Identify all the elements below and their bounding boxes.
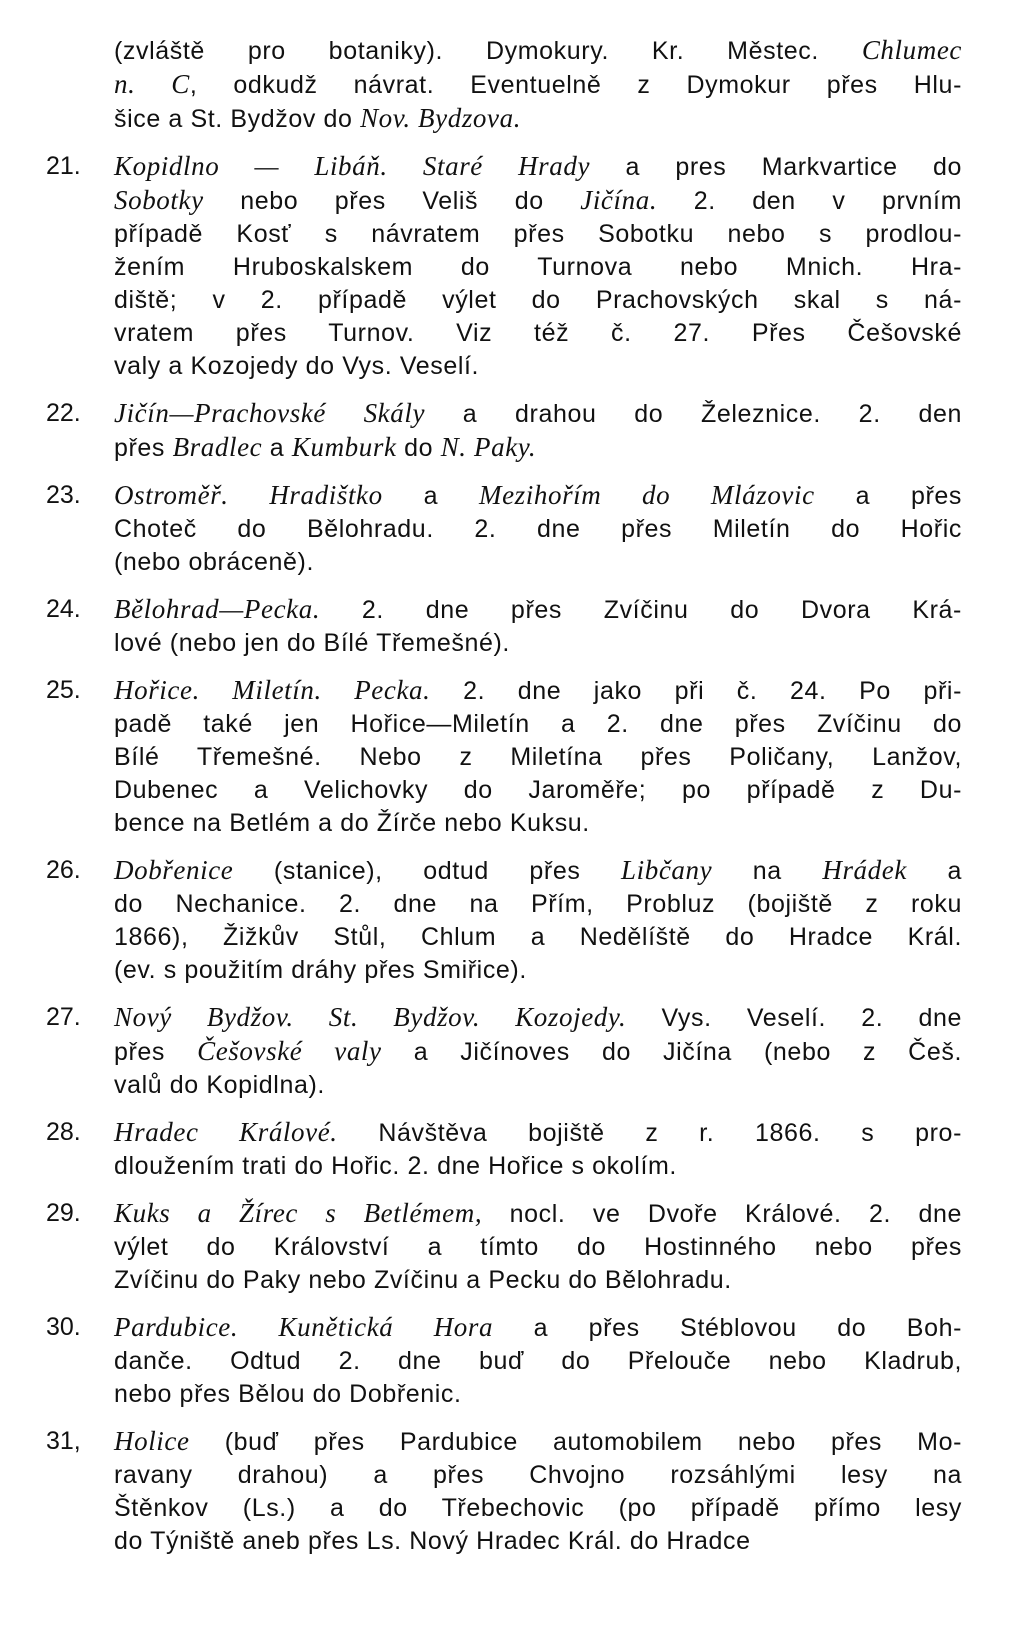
place-name: Hrádek [822, 855, 907, 885]
text-run: a Jičínoves do Jičína (nebo z Češ. [381, 1038, 962, 1066]
text-line [114, 102, 962, 136]
text-line [114, 546, 962, 579]
itinerary-entry [46, 854, 962, 987]
text-line [114, 479, 962, 513]
text-run: Zvíčinu do Paky nebo Zvíčinu a Pecku do Bělohradu. [114, 1266, 732, 1294]
place-name: Nov. Bydzova. [360, 103, 522, 133]
text-run: (stanice), odtud přes [233, 857, 622, 885]
text-run: valů do Kopidlna). [114, 1071, 325, 1099]
text-line [114, 1035, 962, 1069]
place-name: Hořice. Miletín. Pecka. [114, 675, 431, 705]
text-line [114, 397, 962, 431]
text-run: Bílé Třemešné. Nebo z Miletína přes Poličany, Lanžov, [114, 743, 962, 771]
text-run: 2. dne přes Zvíčinu do Dvora Krá- [320, 596, 962, 624]
text-line [114, 1264, 962, 1297]
text-line [114, 34, 962, 68]
text-run: nebo přes Bělou do Dobřenic. [114, 1380, 462, 1408]
text-line [114, 1525, 962, 1558]
itinerary-entry [46, 1197, 962, 1297]
text-line [114, 1459, 962, 1492]
text-line [114, 284, 962, 317]
itinerary-entry [46, 674, 962, 840]
text-run: dloužením trati do Hořic. 2. dne Hořice s okolím. [114, 1152, 677, 1180]
text-line [114, 1311, 962, 1345]
place-name: Holice [114, 1426, 190, 1456]
place-name: Chlumec [861, 35, 962, 65]
text-line [114, 1197, 962, 1231]
place-name: Bělohrad—Pecka. [114, 594, 321, 624]
text-line [114, 807, 962, 840]
place-name: Kopidlno — Libáň. Staré Hrady [114, 151, 591, 181]
text-run: Návštěva bojiště z r. 1866. s pro- [337, 1119, 962, 1147]
text-run: přes [114, 434, 173, 462]
entry-number: 24. [46, 595, 81, 623]
text-run: 2. den v prvním [657, 187, 962, 215]
text-line [114, 150, 962, 184]
text-run: a [906, 857, 962, 885]
itinerary-entry [46, 397, 962, 465]
text-run: a pres Markvartice do [590, 153, 962, 181]
place-name: Hradec Králové. [114, 1117, 338, 1147]
text-run: případě Kosť s návratem přes Sobotku nebo s prodlou- [114, 220, 962, 248]
text-line [114, 1116, 962, 1150]
text-run: bence na Betlém a do Žírče nebo Kuksu. [114, 809, 590, 837]
place-name: n. C [114, 69, 190, 99]
place-name: Kuks a Žírec s Betlémem, [114, 1198, 483, 1228]
text-run: a přes [814, 482, 962, 510]
text-line [114, 921, 962, 954]
text-run: nocl. ve Dvoře Králové. 2. dne [482, 1200, 963, 1228]
text-line [114, 1492, 962, 1525]
text-run: žením Hruboskalskem do Turnova nebo Mnich. Hra- [114, 253, 962, 281]
text-run: a drahou do Železnice. 2. den [425, 400, 962, 428]
entry-number: 26. [46, 856, 81, 884]
text-line [114, 708, 962, 741]
place-name: Jičína. [580, 185, 658, 215]
place-name: Ostroměř. Hradištko [114, 480, 383, 510]
text-line [114, 184, 962, 218]
entry-number: 23. [46, 481, 81, 509]
text-line [114, 888, 962, 921]
text-run: ravany drahou) a přes Chvojno rozsáhlými lesy na [114, 1461, 962, 1489]
text-run: do [396, 434, 441, 462]
entry-number: 25. [46, 676, 81, 704]
text-run: výlet do Království a tímto do Hostinného nebo přes [114, 1233, 962, 1261]
text-line [114, 218, 962, 251]
text-run: šice a St. Bydžov do [114, 105, 361, 133]
itinerary-entry [46, 479, 962, 579]
itinerary-entry [46, 1425, 962, 1558]
text-run: Choteč do Bělohradu. 2. dne přes Miletín do Hořic [114, 515, 962, 543]
text-line [114, 251, 962, 284]
place-name: Kumburk [291, 432, 397, 462]
entry-text [114, 593, 962, 660]
text-line [114, 593, 962, 627]
itinerary-entry [46, 150, 962, 383]
text-run: do Týniště aneb přes Ls. Nový Hradec Král. do Hradce [114, 1527, 751, 1555]
text-line [114, 774, 962, 807]
text-line [114, 350, 962, 383]
text-run: a [262, 434, 292, 462]
text-line [114, 854, 962, 888]
text-run: (ev. s použitím dráhy přes Smiřice). [114, 956, 527, 984]
itinerary-entry [46, 34, 962, 136]
text-run: do Nechanice. 2. dne na Přím, Probluz (bojiště z roku [114, 890, 962, 918]
text-line [114, 674, 962, 708]
itinerary-entry [46, 1311, 962, 1411]
text-line [114, 1069, 962, 1102]
text-line [114, 1001, 962, 1035]
itinerary-entry [46, 1116, 962, 1183]
place-name: Nový Bydžov. St. Bydžov. Kozojedy. [114, 1002, 627, 1032]
text-run: přes [114, 1038, 198, 1066]
place-name: Sobotky [114, 185, 204, 215]
place-name: Bradlec [172, 432, 263, 462]
entry-number: 22. [46, 399, 81, 427]
entry-text [114, 479, 962, 579]
entry-number: 27. [46, 1003, 81, 1031]
text-run: (nebo obráceně). [114, 548, 315, 576]
entry-text [114, 150, 962, 383]
entry-number: 21. [46, 152, 81, 180]
entry-text [114, 1425, 962, 1558]
entry-text [114, 1001, 962, 1102]
text-line [114, 513, 962, 546]
text-run: diště; v 2. případě výlet do Prachovských skal s ná- [114, 286, 962, 314]
text-line [114, 431, 962, 465]
place-name: Češovské valy [197, 1036, 382, 1066]
entry-number: 31, [46, 1427, 81, 1455]
entry-text [114, 34, 962, 136]
text-run: danče. Odtud 2. dne buď do Přelouče nebo Kladrub, [114, 1347, 962, 1375]
entry-text [114, 674, 962, 840]
text-run: padě také jen Hořice—Miletín a 2. dne přes Zvíčinu do [114, 710, 962, 738]
text-run: Dubenec a Velichovky do Jaroměře; po případě z Du- [114, 776, 962, 804]
text-run: lové (nebo jen do Bílé Třemešné). [114, 629, 510, 657]
text-line [114, 1378, 962, 1411]
entry-number: 29. [46, 1199, 81, 1227]
text-line [114, 1425, 962, 1459]
text-run: , odkudž návrat. Eventuelně z Dymokur přes Hlu- [189, 71, 962, 99]
text-line [114, 1345, 962, 1378]
itinerary-entry [46, 593, 962, 660]
entry-text [114, 1311, 962, 1411]
text-run: a přes Stéblovou do Boh- [493, 1314, 963, 1342]
text-run: valy a Kozojedy do Vys. Veselí. [114, 352, 480, 380]
text-run: Štěnkov (Ls.) a do Třebechovic (po případě přímo lesy [114, 1494, 962, 1522]
itinerary-entry [46, 1001, 962, 1102]
place-name: Mezihořím do Mlázovic [478, 480, 815, 510]
place-name: Dobřenice [114, 855, 234, 885]
text-run: na [712, 857, 823, 885]
text-run: a [382, 482, 479, 510]
text-line [114, 954, 962, 987]
entry-number: 28. [46, 1118, 81, 1146]
entry-number: 30. [46, 1313, 81, 1341]
entry-text [114, 854, 962, 987]
text-line [114, 1231, 962, 1264]
text-run: 1866), Žižkův Stůl, Chlum a Nedělíště do Hradce Král. [114, 923, 962, 951]
text-run: nebo přes Veliš do [203, 187, 581, 215]
entry-text [114, 1197, 962, 1297]
entry-text [114, 397, 962, 465]
text-line [114, 627, 962, 660]
place-name: Libčany [621, 855, 713, 885]
place-name: N. Paky. [440, 432, 537, 462]
place-name: Jičín—Prachovské Skály [114, 398, 426, 428]
text-line [114, 1150, 962, 1183]
text-run: Vys. Veselí. 2. dne [626, 1004, 962, 1032]
text-line [114, 741, 962, 774]
entry-text [114, 1116, 962, 1183]
text-run: (zvláště pro botaniky). Dymokury. Kr. Městec. [114, 37, 862, 65]
place-name: Pardubice. Kunětická Hora [114, 1312, 494, 1342]
text-line [114, 317, 962, 350]
text-run: vratem přes Turnov. Viz též č. 27. Přes Češovské [114, 319, 962, 347]
text-line [114, 68, 962, 102]
text-run: 2. dne jako při č. 24. Po při- [430, 677, 962, 705]
text-run: (buď přes Pardubice automobilem nebo přes Mo- [189, 1428, 962, 1456]
